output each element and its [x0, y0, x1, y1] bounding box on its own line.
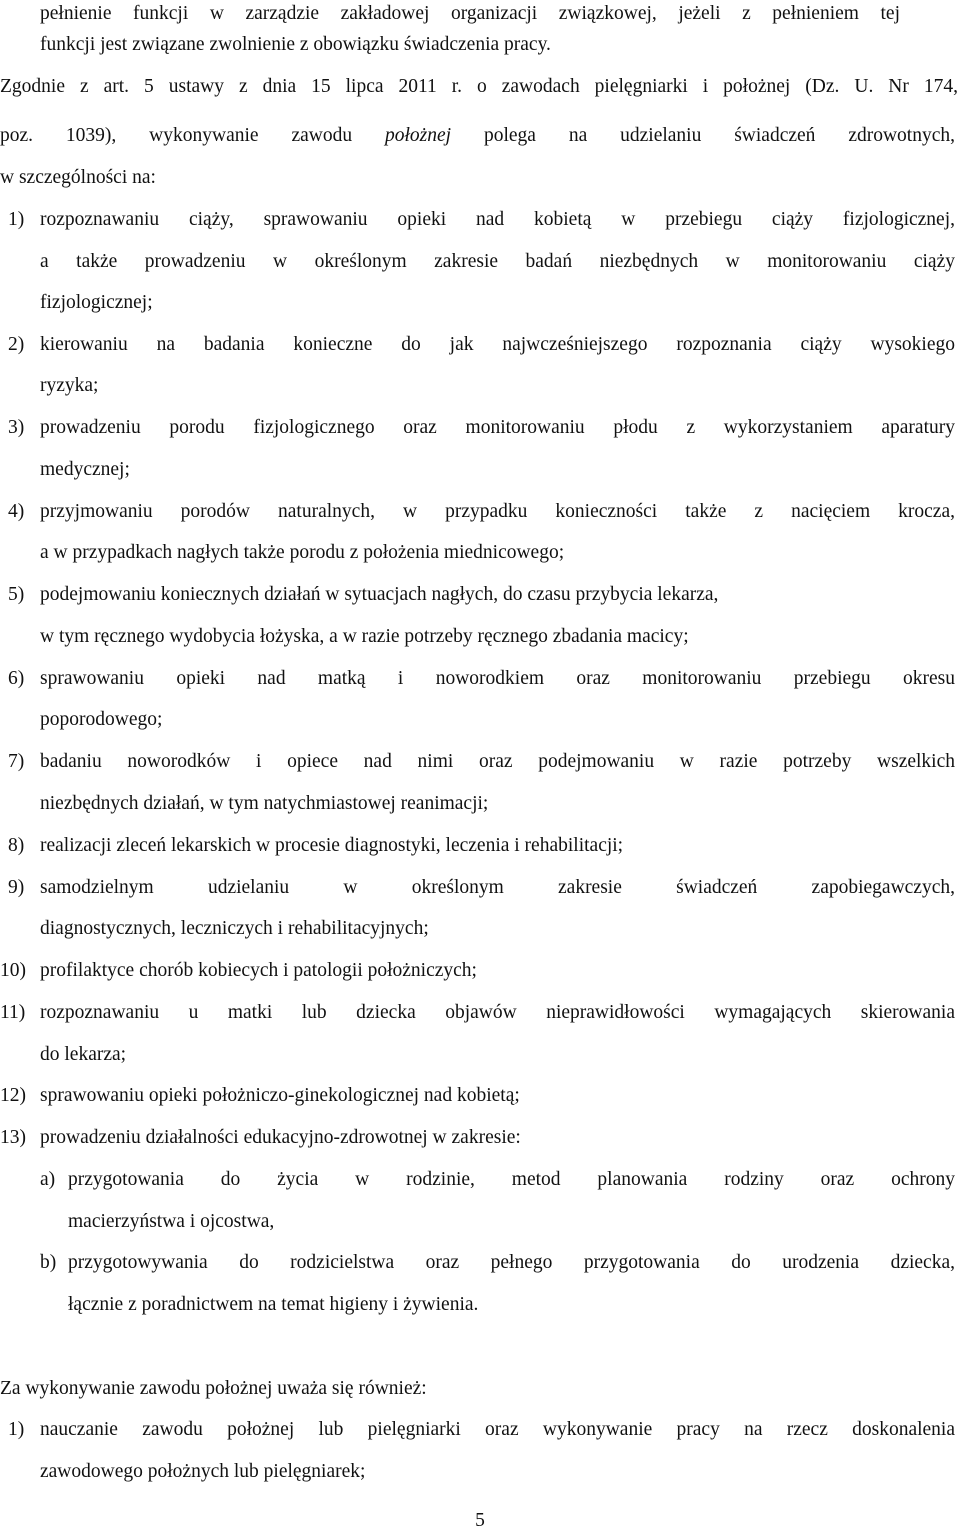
list-item-label: 13) — [0, 1127, 26, 1148]
list-item-label: 6) — [8, 668, 25, 689]
list-item-line: podejmowaniu koniecznych działań w sytuacjach nagłych, do czasu przybycia lekarza, — [40, 584, 719, 605]
intro-line: funkcji jest związane zwolnienie z obowiązku świadczenia pracy. — [40, 34, 551, 55]
list-item-line: kierowaniu na badania konieczne do jak najwcześniejszego rozpoznania ciąży wysokiego — [40, 334, 955, 355]
sublist-item-line: przygotowywania do rodzicielstwa oraz pełnego przygotowania do urodzenia dziecka, — [68, 1252, 955, 1273]
list-item-line: niezbędnych działań, w tym natychmiastowej reanimacji; — [40, 793, 489, 814]
list-item-line: realizacji zleceń lekarskich w procesie diagnostyki, leczenia i rehabilitacji; — [40, 835, 624, 856]
list-item-line: przyjmowaniu porodów naturalnych, w przypadku konieczności także z nacięciem krocza, — [40, 501, 955, 522]
list-item-label: 8) — [8, 835, 25, 856]
intro-line: w szczególności na: — [0, 167, 156, 188]
list-item-line: badaniu noworodków i opiece nad nimi oraz podejmowaniu w razie potrzeby wszelkich — [40, 751, 955, 772]
list-item-line: poporodowego; — [40, 709, 163, 730]
list-item-label: 3) — [8, 417, 25, 438]
intro-text: polega na udzielaniu świadczeń zdrowotnych, — [451, 125, 955, 146]
intro-line: pełnienie funkcji w zarządzie zakładowej organizacji związkowej, jeżeli z pełnieniem tej — [40, 3, 900, 24]
sublist-item-label: a) — [40, 1169, 56, 1190]
list-item-line: a w przypadkach nagłych także porodu z położenia miednicowego; — [40, 542, 565, 563]
list-item-label: 1) — [8, 1419, 25, 1440]
list-item-line: do lekarza; — [40, 1044, 127, 1065]
list-item-line: samodzielnym udzielaniu w określonym zakresie świadczeń zapobiegawczych, — [40, 877, 955, 898]
page-number: 5 — [475, 1510, 485, 1531]
list-item-line: zawodowego położnych lub pielęgniarek; — [40, 1461, 366, 1482]
list-item-line: medycznej; — [40, 459, 130, 480]
sublist-item-line: przygotowania do życia w rodzinie, metod planowania rodziny oraz ochrony — [68, 1169, 955, 1190]
list-item-line: prowadzeniu działalności edukacyjno-zdrowotnej w zakresie: — [40, 1127, 521, 1148]
list-item-line: nauczanie zawodu położnej lub pielęgniarki oraz wykonywanie pracy na rzecz doskonalenia — [40, 1419, 955, 1440]
list-item-line: w tym ręcznego wydobycia łożyska, a w razie potrzeby ręcznego zbadania macicy; — [40, 626, 689, 647]
list-item-label: 4) — [8, 501, 25, 522]
list-item-label: 10) — [0, 960, 26, 981]
list-item-label: 9) — [8, 877, 25, 898]
list-item-label: 2) — [8, 334, 25, 355]
list-item-label: 12) — [0, 1085, 26, 1106]
list-item-line: rozpoznawaniu u matki lub dziecka objawów nieprawidłowości wymagających skierowania — [40, 1002, 955, 1023]
list-item-line: sprawowaniu opieki położniczo-ginekologicznej nad kobietą; — [40, 1085, 520, 1106]
list-item-line: rozpoznawaniu ciąży, sprawowaniu opieki nad kobietą w przebiegu ciąży fizjologicznej, — [40, 209, 955, 230]
list-item-label: 7) — [8, 751, 25, 772]
emphasized-term: położnej — [384, 125, 452, 146]
sublist-item-label: b) — [40, 1252, 57, 1273]
list-item-line: prowadzeniu porodu fizjologicznego oraz monitorowaniu płodu z wykorzystaniem aparatury — [40, 417, 955, 438]
list-item-line: fizjologicznej; — [40, 292, 153, 313]
sublist-item-line: macierzyństwa i ojcostwa, — [68, 1211, 275, 1232]
list-item-label: 1) — [8, 209, 25, 230]
intro-text: poz. 1039), wykonywanie zawodu — [0, 125, 385, 146]
intro-line: Zgodnie z art. 5 ustawy z dnia 15 lipca 2011 r. o zawodach pielęgniarki i położnej (Dz. U. Nr 174, — [0, 76, 958, 97]
sublist-item-line: łącznie z poradnictwem na temat higieny i żywienia. — [68, 1294, 479, 1315]
list-item-line: a także prowadzeniu w określonym zakresie badań niezbędnych w monitorowaniu ciąży — [40, 251, 955, 272]
section-heading: Za wykonywanie zawodu położnej uważa się również: — [0, 1378, 427, 1399]
list-item-label: 5) — [8, 584, 25, 605]
list-item-line: sprawowaniu opieki nad matką i noworodkiem oraz monitorowaniu przebiegu okresu — [40, 668, 955, 689]
list-item-label: 11) — [0, 1002, 26, 1023]
list-item-line: ryzyka; — [40, 375, 99, 396]
list-item-line: profilaktyce chorób kobiecych i patologii położniczych; — [40, 960, 477, 981]
list-item-line: diagnostycznych, leczniczych i rehabilitacyjnych; — [40, 918, 429, 939]
intro-line — [0, 124, 955, 148]
